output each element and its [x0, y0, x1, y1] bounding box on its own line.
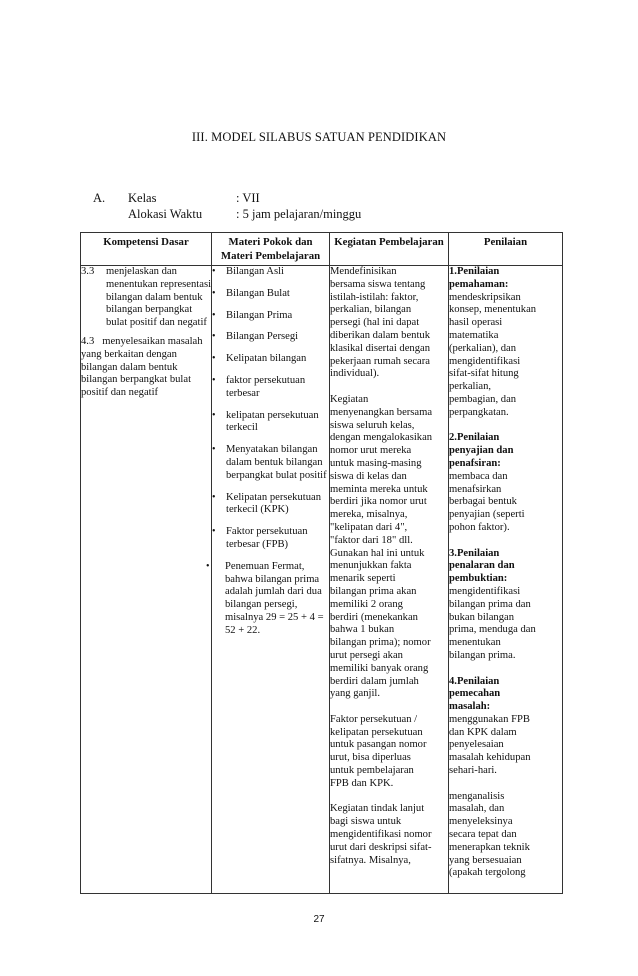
kelas-value: : VII	[236, 191, 260, 205]
class-info-row-kelas	[93, 190, 361, 206]
materi-item-text: Bilangan Asli	[226, 266, 284, 277]
bullet-icon: •	[212, 287, 216, 299]
penilaian-text: membaca dan menafsirkan berbagai bentuk penyajian (seperti pohon faktor).	[449, 470, 525, 533]
penilaian-text: menganalisis masalah, dan menyeleksinya secara tepat dan menerapkan teknik yang bersesuaian (apakah tergolong	[449, 790, 530, 879]
list-item	[212, 492, 329, 518]
materi-item-text: Faktor persekutuan terbesar (FPB)	[226, 526, 308, 550]
list-item	[206, 560, 329, 638]
alokasi-waktu-label: Alokasi Waktu	[128, 207, 203, 221]
bullet-icon: •	[212, 444, 216, 456]
header-kegiatan-pembelajaran: Kegiatan Pembelajaran	[330, 233, 449, 266]
alokasi-waktu-value: : 5 jam pelajaran/minggu	[236, 207, 362, 221]
penilaian-cell	[449, 266, 563, 894]
penilaian-heading: 3.Penilaian penalaran dan pembuktian:	[449, 547, 515, 585]
penilaian-text: mengidentifikasi bilangan prima dan bukan bilangan prima, menduga dan menentukan bilangan prima.	[449, 585, 536, 661]
materi-item-text: Bilangan Persegi	[226, 331, 299, 343]
materi-item-text: Bilangan Prima	[226, 309, 293, 321]
class-info-row-alokasi	[93, 206, 361, 222]
page-number: 27	[313, 914, 325, 925]
materi-item-text: faktor persekutuan terbesar	[226, 374, 306, 399]
kegiatan-paragraph: Kegiatan tindak lanjut bagi siswa untuk mengidentifikasi nomor urut dari deskripsi sifat- sifatnya. Misalnya,	[330, 803, 432, 866]
list-item	[212, 288, 329, 301]
kompetensi-number: 3.3	[81, 266, 95, 277]
kegiatan-paragraph: Faktor persekutuan / kelipatan persekutuan untuk pasangan nomor urut, bisa diperluas untuk pembelajaran FPB dan KPK.	[330, 713, 427, 789]
kompetensi-text: menyelesaikan masalah yang berkaitan dengan bilangan dalam bentuk bilangan berpangkat bulat positif dan negatif	[81, 335, 203, 399]
penilaian-heading: 2.Penilaian penyajian dan penafsiran:	[449, 432, 514, 469]
bullet-icon: •	[212, 353, 216, 365]
penilaian-item	[449, 432, 562, 534]
kegiatan-paragraph: Kegiatan menyenangkan bersama siswa seluruh kelas, dengan mengalokasikan nomor urut mereka untuk masing-masing siswa di kelas dan meminta mereka untuk berdiri jika nomor urut mereka, misalnya, "kelipatan dari 4", "faktor dari 18" dll. Gunakan hal ini untuk menunjukkan fakta menarik seperti bilangan prima akan memiliki 2 orang berdiri (menekankan bahwa 1 bukan bilangan prima); nomor urut persegi akan memiliki banyak orang berdiri dalam jumlah yang ganjil.	[330, 393, 433, 700]
list-item	[212, 353, 329, 366]
syllabus-table	[80, 232, 563, 894]
list-item	[212, 375, 329, 401]
penilaian-item	[449, 548, 562, 663]
list-item	[212, 266, 329, 279]
section-letter: A.	[93, 191, 106, 205]
list-item	[212, 310, 329, 323]
list-item	[212, 410, 329, 436]
bullet-icon: •	[212, 409, 216, 421]
kompetensi-text: menjelaskan dan menentukan representasi bilangan dalam bentuk bilangan berpangkat bulat positif dan negatif	[106, 266, 212, 329]
materi-list	[206, 266, 329, 638]
penilaian-item	[449, 676, 562, 778]
materi-item-text: Kelipatan persekutuan terkecil (KPK)	[226, 491, 322, 516]
header-materi-pokok: Materi Pokok dan Materi Pembelajaran	[212, 233, 330, 266]
materi-pokok-cell	[206, 266, 330, 894]
kompetensi-item	[81, 266, 211, 330]
bullet-icon: •	[212, 309, 216, 321]
header-kompetensi-dasar: Kompetensi Dasar	[81, 233, 212, 266]
penilaian-item	[449, 266, 562, 420]
materi-item-text: Penemuan Fermat, bahwa bilangan prima adalah jumlah dari dua bilangan persegi, misalnya 29 = 25 + 4 = 52 + 22.	[225, 560, 324, 636]
list-item	[212, 331, 329, 344]
materi-item-text: kelipatan persekutuan terkecil	[226, 409, 319, 434]
kegiatan-pembelajaran-cell	[330, 266, 449, 894]
bullet-icon: •	[212, 331, 216, 343]
materi-item-text: Bilangan Bulat	[226, 287, 290, 299]
header-penilaian: Penilaian	[449, 233, 563, 266]
penilaian-heading: 1.Penilaian pemahaman:	[449, 266, 509, 290]
class-info	[93, 190, 361, 222]
bullet-icon: •	[212, 526, 216, 538]
list-item	[212, 526, 329, 552]
table-row	[81, 266, 563, 894]
list-item	[212, 444, 329, 482]
kegiatan-paragraph: Mendefinisikan bersama siswa tentang istilah-istilah: faktor, perkalian, bilangan persegi (hal ini dapat diberikan dalam bentuk klasikal disertai dengan pekerjaan rumah secara individual).	[330, 266, 431, 380]
kompetensi-dasar-cell	[81, 266, 212, 894]
penilaian-text: menggunakan FPB dan KPK dalam penyelesaian masalah kehidupan sehari-hari.	[449, 713, 531, 777]
materi-item-text: Menyatakan bilangan dalam bentuk bilangan berpangkat bulat positif	[226, 444, 327, 481]
bullet-icon: •	[212, 374, 216, 386]
materi-item-text: Kelipatan bilangan	[226, 353, 307, 365]
penilaian-heading: 4.Penilaian pemecahan masalah:	[449, 675, 501, 713]
bullet-icon: •	[212, 491, 216, 503]
bullet-icon: •	[212, 266, 216, 277]
bullet-icon: •	[206, 560, 210, 572]
penilaian-text: mendeskripsikan konsep, menentukan hasil operasi matematika (perkalian), dan mengidentifikasi sifat-sifat hitung perkalian, pembagian, dan perpangkatan.	[449, 291, 537, 418]
kompetensi-number: 4.3	[81, 335, 95, 347]
table-header-row	[81, 233, 563, 266]
kelas-label: Kelas	[128, 191, 157, 205]
section-title: III. MODEL SILABUS SATUAN PENDIDIKAN	[191, 130, 447, 144]
penilaian-item	[449, 791, 562, 881]
kompetensi-item	[81, 336, 211, 400]
